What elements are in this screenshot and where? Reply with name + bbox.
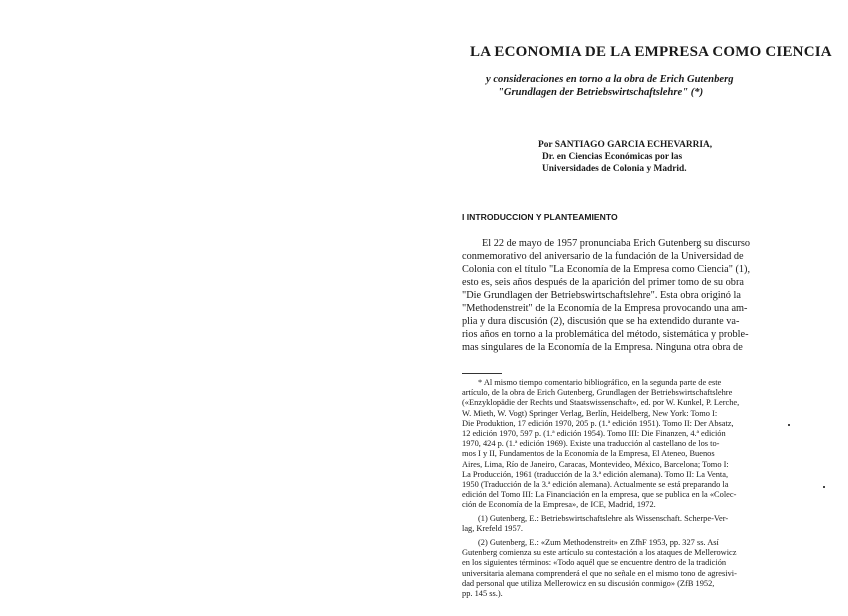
scan-speck <box>788 424 790 426</box>
section-heading: I INTRODUCCION Y PLANTEAMIENTO <box>462 212 618 222</box>
footnote-line: («Enzyklopädie der Rechts und Staatswissenschaft», ed. por W. Kunkel, P. Lerche, <box>462 398 740 408</box>
author-block <box>538 139 798 175</box>
author-name: Por SANTIAGO GARCIA ECHEVARRIA, <box>538 140 713 150</box>
footnote-line: mos I y II, Fundamentos de la Economía de la Empresa, El Ateneo, Buenos <box>462 449 715 459</box>
footnotes <box>462 378 784 599</box>
body-line: rios años en torno a la problemática del método, sistemática y proble- <box>462 329 749 340</box>
footnote-line: (2) Gutenberg, E.: «Zum Methodenstreit» en ZfhF 1953, pp. 327 ss. Así <box>478 538 719 548</box>
footnote-line: (1) Gutenberg, E.: Betriebswirtschaftslehre als Wissenschaft. Scherpe-Ver- <box>478 513 729 523</box>
footnote-line: en los siguientes términos: «Todo aquél que se encuentre dentro de la tradición <box>462 558 727 568</box>
body-line: "Methodenstreit" de la Economía de la Empresa provocando una am- <box>462 303 748 314</box>
footnote-line: edición del Tomo III: La Financiación en la empresa, que se publica en la «Colec- <box>462 490 737 500</box>
subtitle-line: y consideraciones en torno a la obra de Erich Gutenberg <box>486 74 734 85</box>
body-line: mas singulares de la Economía de la Empresa. Ninguna otra obra de <box>462 342 743 353</box>
footnote-line: W. Mieth, W. Vogt) Springer Verlag, Berlín, Heidelberg, New York: Tomo I: <box>462 408 718 418</box>
footnote-line: dad personal que utiliza Mellerowicz en su discusión conmigo» (ZfB 1952, <box>462 578 715 588</box>
footnote-line: 1950 (Traducción de la 3.ª edición alemana). Actualmente se está preparando la <box>462 480 729 490</box>
author-credential: Universidades de Colonia y Madrid. <box>542 164 687 174</box>
footnote-line: Aires, Lima, Río de Janeiro, Caracas, Montevideo, México, Barcelona; Tomo I: <box>462 459 729 469</box>
body-paragraph <box>462 237 784 354</box>
article-subtitle <box>486 73 806 99</box>
footnote-line: 1970, 424 p. (1.ª edición 1969). Existe una traducción al castellano de los to- <box>462 439 720 449</box>
article-title: LA ECONOMIA DE LA EMPRESA COMO CIENCIA <box>470 44 832 60</box>
author-credential: Dr. en Ciencias Económicas por las <box>542 152 683 162</box>
body-line: Colonia con el título "La Economía de la Empresa como Ciencia" (1), <box>462 264 751 275</box>
footnote-divider <box>462 373 502 374</box>
footnote-line: Gutenberg comienza su este artículo su contestación a los ataques de Mellerowicz <box>462 548 737 558</box>
body-line: El 22 de mayo de 1957 pronunciaba Erich Gutenberg su discurso <box>482 238 751 249</box>
footnote-line: 12 edición 1970, 597 p. (1.ª edición 1954). Tomo III: Die Finanzen, 4.ª edición <box>462 429 726 439</box>
footnote-line: * Al mismo tiempo comentario bibliográfico, en la segunda parte de este <box>478 378 722 387</box>
footnote-line: La Producción, 1961 (traducción de la 3.ª edición alemana). Tomo II: La Venta, <box>462 469 729 479</box>
footnote-line: Die Produktion, 17 edición 1970, 205 p. (1.ª edición 1951). Tomo II: Der Absatz, <box>462 418 734 428</box>
body-line: plia y dura discusión (2), discusión que se ha extendido durante va- <box>462 316 740 327</box>
body-line: esto es, seis años después de la aparición del primer tomo de su obra <box>462 277 744 288</box>
body-line: conmemorativo del aniversario de la fundación de la Universidad de <box>462 251 744 262</box>
footnote-line: lag, Krefeld 1957. <box>462 523 523 533</box>
footnote-line: ción de Economía de la Empresa», de ICE, Madrid, 1972. <box>462 500 656 510</box>
footnote-line: pp. 145 ss.). <box>462 589 503 599</box>
footnote-line: universitaria alemana comprenderá el que no señale en el mismo tono de agresivi- <box>462 568 737 578</box>
body-line: "Die Grundlagen der Betriebswirtschaftslehre". Esta obra originó la <box>462 290 741 301</box>
scan-speck <box>823 486 825 488</box>
subtitle-line: "Grundlagen der Betriebswirtschaftslehre" (*) <box>498 87 704 98</box>
footnote-line: artículo, de la obra de Erich Gutenberg, Grundlagen der Betriebswirtschaftslehre <box>462 388 733 398</box>
